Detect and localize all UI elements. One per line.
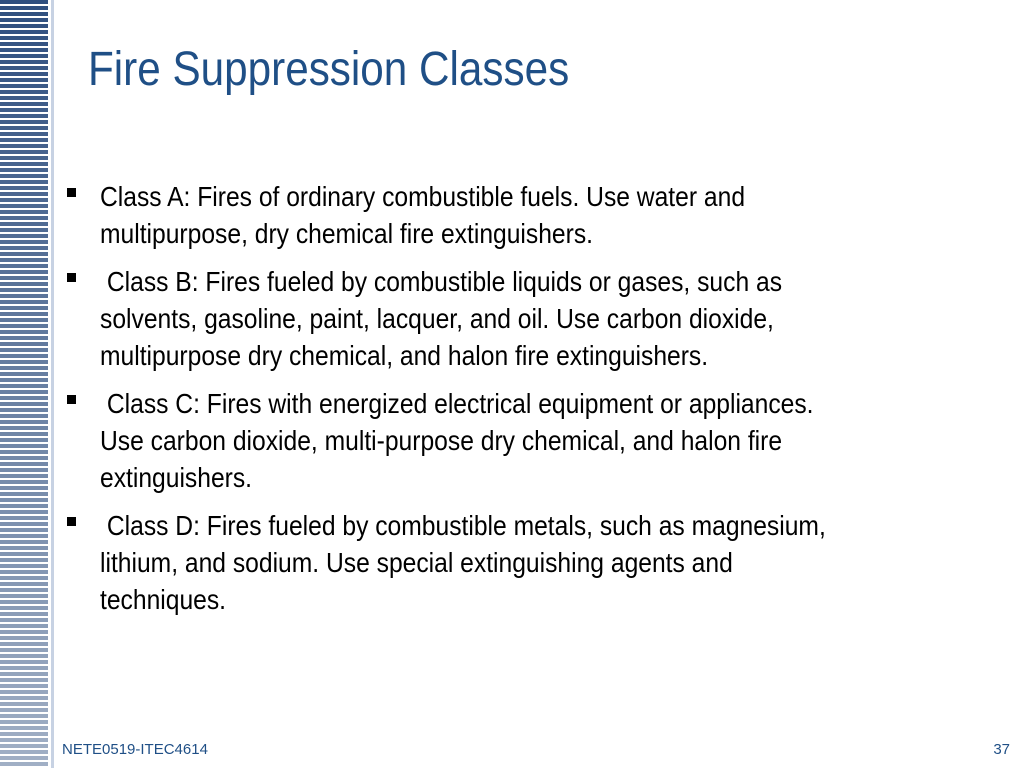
square-bullet-icon — [62, 178, 100, 197]
bullet-list — [62, 178, 962, 629]
slide-title: Fire Suppression Classes — [88, 43, 570, 96]
square-bullet-icon — [62, 385, 100, 404]
bullet-item-class-b — [62, 263, 962, 374]
bullet-text: Class C: Fires with energized electrical equipment or appliances. Use carbon dioxide, multi-purpose dry chemical, and halon fire extinguishers. — [100, 388, 821, 493]
page-number: 37 — [993, 741, 1010, 758]
square-bullet-icon — [62, 263, 100, 282]
footer-course-code: NETE0519-ITEC4614 — [62, 741, 208, 758]
bullet-item-class-c — [62, 385, 962, 496]
bullet-text: Class D: Fires fueled by combustible metals, such as magnesium, lithium, and sodium. Use special extinguishing agents and techniques. — [100, 510, 833, 615]
side-divider — [51, 0, 54, 768]
bullet-text: Class A: Fires of ordinary combustible fuels. Use water and multipurpose, dry chemical fire extinguishers. — [100, 181, 746, 249]
bullet-item-class-d — [62, 507, 962, 618]
side-stripe-fade — [0, 0, 48, 768]
square-bullet-icon — [62, 507, 100, 526]
bullet-text: Class B: Fires fueled by combustible liquids or gases, such as solvents, gasoline, paint, lacquer, and oil. Use carbon dioxide, multipurpose dry chemical, and halon fire extinguishers. — [100, 266, 789, 371]
bullet-item-class-a — [62, 178, 962, 252]
